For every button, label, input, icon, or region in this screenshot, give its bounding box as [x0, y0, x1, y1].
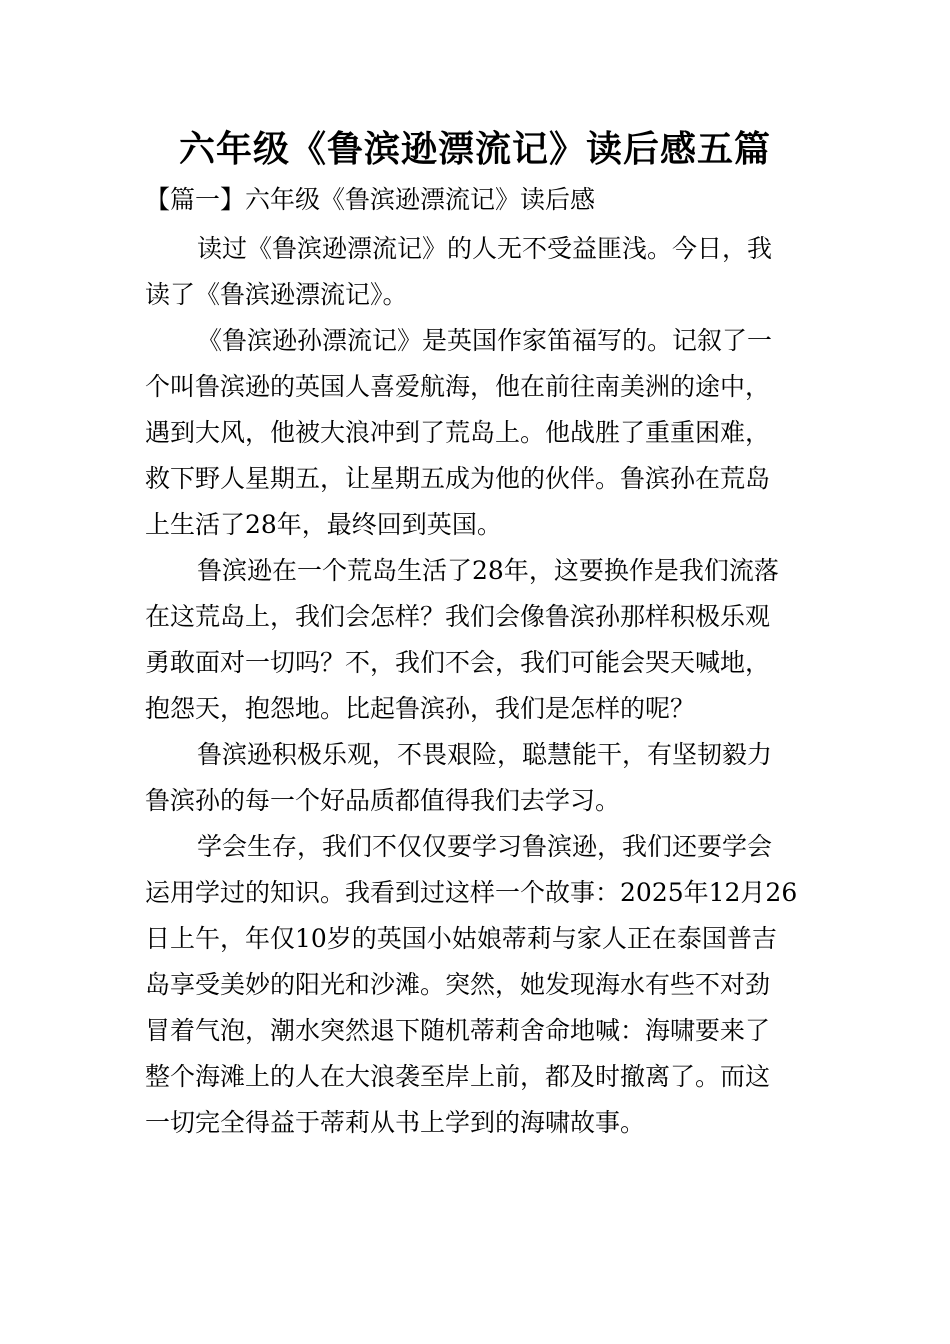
text-line: 一切完全得益于蒂莉从书上学到的海啸故事。: [145, 1108, 646, 1137]
text-line: 勇敢面对一切吗？不，我们不会，我们可能会哭天喊地，: [145, 648, 771, 677]
text-line: 岛享受美妙的阳光和沙滩。突然，她发现海水有些不对劲: [145, 970, 771, 999]
text-line: 上生活了28年，最终回到英国。: [145, 510, 502, 539]
text-line: 救下野人星期五，让星期五成为他的伙伴。鲁滨孙在荒岛: [145, 464, 771, 493]
paragraph-3: [145, 548, 815, 732]
text-line: 《鲁滨逊孙漂流记》是英国作家笛福写的。记叙了一: [197, 326, 773, 355]
text-line: 整个海滩上的人在大浪袭至岸上前，都及时撤离了。而这: [145, 1062, 771, 1091]
text-line: 鲁滨逊积极乐观，不畏艰险，聪慧能干，有坚韧毅力: [197, 740, 773, 769]
paragraph-2: [145, 318, 815, 548]
text-line: 学会生存，我们不仅仅要学习鲁滨逊，我们还要学会: [197, 832, 773, 861]
text-line: 读了《鲁滨逊漂流记》。: [145, 280, 408, 309]
text-line: 冒着气泡，潮水突然退下随机蒂莉舍命地喊：海啸要来了: [145, 1016, 771, 1045]
text-line: 日上午，年仅10岁的英国小姑娘蒂莉与家人正在泰国普吉: [145, 924, 777, 953]
text-line: 运用学过的知识。我看到过这样一个故事：2025年12月26: [145, 878, 798, 907]
text-line: 鲁滨孙的每一个好品质都值得我们去学习。: [145, 786, 621, 815]
paragraph-5: [145, 824, 815, 1146]
text-line: 抱怨天，抱怨地。比起鲁滨孙，我们是怎样的呢？: [145, 694, 696, 723]
document-body: [145, 226, 815, 1146]
text-line: 在这荒岛上，我们会怎样？我们会像鲁滨孙那样积极乐观: [145, 602, 771, 631]
paragraph-1: [145, 226, 815, 318]
text-line: 鲁滨逊在一个荒岛生活了28年，这要换作是我们流落: [197, 556, 779, 585]
text-line: 个叫鲁滨逊的英国人喜爱航海，他在前往南美洲的途中，: [145, 372, 771, 401]
section-heading: 【篇一】六年级《鲁滨逊漂流记》读后感: [145, 185, 596, 214]
text-line: 遇到大风，他被大浪冲到了荒岛上。他战胜了重重困难，: [145, 418, 771, 447]
document-title: 六年级《鲁滨逊漂流记》读后感五篇: [178, 129, 771, 170]
paragraph-4: [145, 732, 815, 824]
text-line: 读过《鲁滨逊漂流记》的人无不受益匪浅。今日，我: [197, 234, 773, 263]
